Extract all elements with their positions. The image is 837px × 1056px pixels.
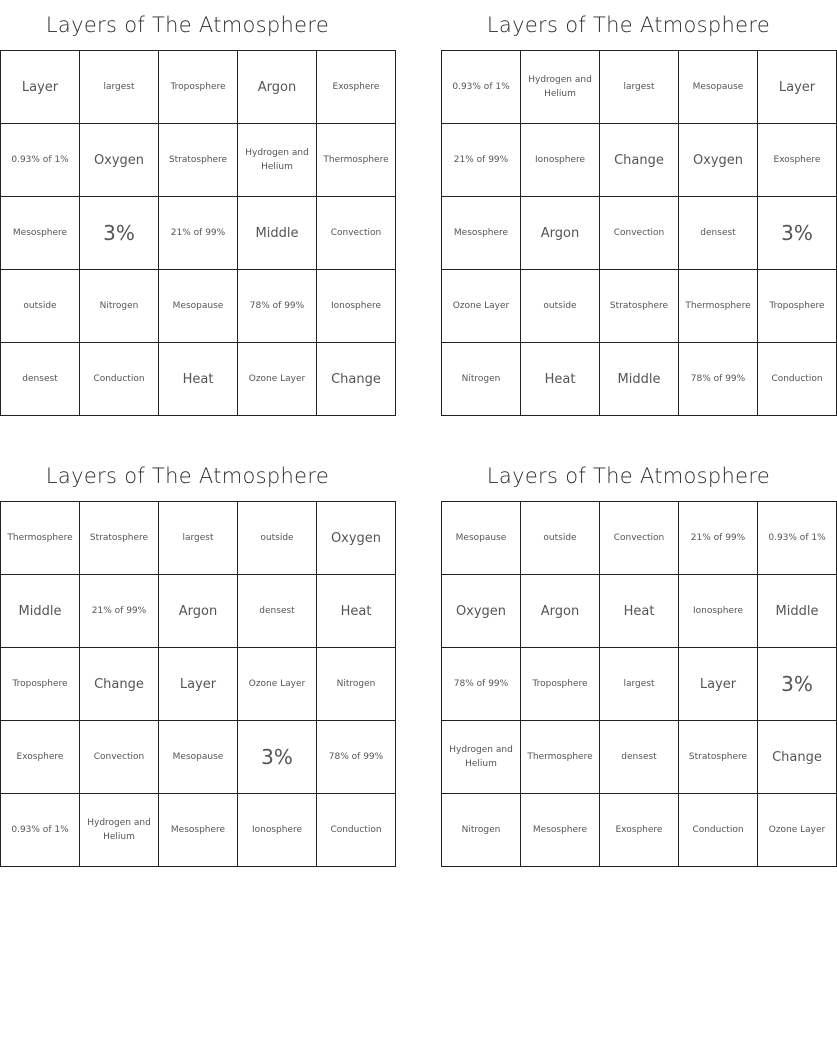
bingo-cell: Troposphere — [521, 648, 600, 721]
bingo-cell: Stratosphere — [600, 270, 679, 343]
bingo-cell: Ionosphere — [238, 794, 317, 867]
grid-row — [442, 51, 837, 124]
grid-row — [442, 648, 837, 721]
bingo-card-3 — [0, 451, 384, 867]
bingo-cell: Change — [317, 343, 396, 416]
grid-row — [442, 343, 837, 416]
grid-row — [1, 721, 396, 794]
bingo-cell: Change — [80, 648, 159, 721]
bingo-cell: 78% of 99% — [442, 648, 521, 721]
bingo-cell: outside — [521, 502, 600, 575]
bingo-cell: Troposphere — [1, 648, 80, 721]
bingo-cell: Ozone Layer — [442, 270, 521, 343]
bingo-cell: 78% of 99% — [679, 343, 758, 416]
bingo-cell: Thermosphere — [317, 124, 396, 197]
bingo-cell: Argon — [521, 197, 600, 270]
bingo-cell: Exosphere — [1, 721, 80, 794]
bingo-cell: Argon — [521, 575, 600, 648]
bingo-cell: Exosphere — [600, 794, 679, 867]
bingo-cell: densest — [238, 575, 317, 648]
bingo-cell: Convection — [317, 197, 396, 270]
bingo-cell: Layer — [159, 648, 238, 721]
bingo-cell: outside — [521, 270, 600, 343]
bingo-cell: Nitrogen — [317, 648, 396, 721]
bingo-cell: Ozone Layer — [238, 648, 317, 721]
bingo-cell: Middle — [238, 197, 317, 270]
bingo-cell: Stratosphere — [159, 124, 238, 197]
bingo-cell: Hydrogen and Helium — [238, 124, 317, 197]
bingo-cell: Mesopause — [159, 721, 238, 794]
bingo-cell: Heat — [317, 575, 396, 648]
grid-row — [442, 124, 837, 197]
bingo-cell: 21% of 99% — [159, 197, 238, 270]
grid-row — [1, 197, 396, 270]
bingo-cell: outside — [1, 270, 80, 343]
bingo-cell: Middle — [1, 575, 80, 648]
bingo-cell: outside — [238, 502, 317, 575]
card-title: Layers of The Atmosphere — [45, 464, 330, 488]
bingo-cell: Convection — [600, 502, 679, 575]
bingo-cell: Mesopause — [442, 502, 521, 575]
bingo-cell: Change — [758, 721, 837, 794]
bingo-cell: Oxygen — [679, 124, 758, 197]
card-title: Layers of The Atmosphere — [486, 13, 771, 37]
bingo-cell: Conduction — [679, 794, 758, 867]
bingo-cell: Troposphere — [758, 270, 837, 343]
grid-row — [442, 270, 837, 343]
grid-row — [1, 51, 396, 124]
bingo-card-4 — [441, 451, 826, 867]
bingo-cell: Layer — [679, 648, 758, 721]
bingo-cell: densest — [679, 197, 758, 270]
bingo-cell: largest — [600, 51, 679, 124]
bingo-cell: 0.93% of 1% — [1, 794, 80, 867]
bingo-cell: Stratosphere — [679, 721, 758, 794]
bingo-cell: 3% — [758, 197, 837, 270]
bingo-cell: Layer — [758, 51, 837, 124]
bingo-cell: Layer — [1, 51, 80, 124]
bingo-cell: Conduction — [317, 794, 396, 867]
bingo-cell: Thermosphere — [521, 721, 600, 794]
bingo-cell: largest — [80, 51, 159, 124]
bingo-cell: 3% — [80, 197, 159, 270]
bingo-cell: Change — [600, 124, 679, 197]
grid-row — [442, 794, 837, 867]
bingo-cell: Conduction — [758, 343, 837, 416]
bingo-card-1 — [0, 0, 389, 416]
bingo-cell: Argon — [238, 51, 317, 124]
bingo-cell: Ionosphere — [521, 124, 600, 197]
bingo-cell: 3% — [238, 721, 317, 794]
bingo-cell: Oxygen — [80, 124, 159, 197]
bingo-cell: Nitrogen — [80, 270, 159, 343]
bingo-cell: 21% of 99% — [442, 124, 521, 197]
bingo-cell: Heat — [521, 343, 600, 416]
bingo-cell: 78% of 99% — [238, 270, 317, 343]
grid-row — [1, 124, 396, 197]
bingo-grid — [441, 501, 837, 867]
bingo-cell: Oxygen — [317, 502, 396, 575]
bingo-card-2 — [441, 0, 825, 416]
bingo-grid — [441, 50, 837, 416]
bingo-cell: 0.93% of 1% — [1, 124, 80, 197]
bingo-cell: Mesosphere — [442, 197, 521, 270]
grid-row — [1, 270, 396, 343]
bingo-cell: Argon — [159, 575, 238, 648]
card-title: Layers of The Atmosphere — [486, 464, 771, 488]
bingo-cell: Mesosphere — [159, 794, 238, 867]
bingo-grid — [0, 50, 396, 416]
bingo-cell: 0.93% of 1% — [758, 502, 837, 575]
bingo-cell: Hydrogen and Helium — [442, 721, 521, 794]
grid-row — [442, 721, 837, 794]
bingo-cell: Mesopause — [159, 270, 238, 343]
bingo-cell: 0.93% of 1% — [442, 51, 521, 124]
bingo-cell: Ozone Layer — [758, 794, 837, 867]
grid-row — [1, 794, 396, 867]
bingo-cell: Mesosphere — [521, 794, 600, 867]
bingo-cell: Exosphere — [758, 124, 837, 197]
bingo-cell: Ozone Layer — [238, 343, 317, 416]
grid-row — [442, 197, 837, 270]
bingo-cell: Thermosphere — [1, 502, 80, 575]
grid-row — [442, 502, 837, 575]
bingo-cell: Exosphere — [317, 51, 396, 124]
bingo-cell: Stratosphere — [80, 502, 159, 575]
bingo-cell: Convection — [600, 197, 679, 270]
bingo-cell: densest — [600, 721, 679, 794]
bingo-cell: Ionosphere — [317, 270, 396, 343]
bingo-cell: Troposphere — [159, 51, 238, 124]
bingo-cell: largest — [159, 502, 238, 575]
bingo-cell: Ionosphere — [679, 575, 758, 648]
bingo-cell: densest — [1, 343, 80, 416]
grid-row — [1, 648, 396, 721]
bingo-cell: Nitrogen — [442, 794, 521, 867]
bingo-cell: largest — [600, 648, 679, 721]
bingo-cell: 21% of 99% — [679, 502, 758, 575]
bingo-cell: Middle — [600, 343, 679, 416]
bingo-cell: Heat — [159, 343, 238, 416]
bingo-cell: Heat — [600, 575, 679, 648]
bingo-cell: Hydrogen and Helium — [521, 51, 600, 124]
bingo-cell: Oxygen — [442, 575, 521, 648]
bingo-cell: 21% of 99% — [80, 575, 159, 648]
bingo-grid — [0, 501, 396, 867]
bingo-cell: 3% — [758, 648, 837, 721]
grid-row — [1, 343, 396, 416]
bingo-cell: Nitrogen — [442, 343, 521, 416]
bingo-cell: Middle — [758, 575, 837, 648]
bingo-cell: Mesosphere — [1, 197, 80, 270]
grid-row — [1, 502, 396, 575]
bingo-cell: Conduction — [80, 343, 159, 416]
bingo-cell: Mesopause — [679, 51, 758, 124]
grid-row — [442, 575, 837, 648]
bingo-cell: Convection — [80, 721, 159, 794]
bingo-cell: Hydrogen and Helium — [80, 794, 159, 867]
card-title: Layers of The Atmosphere — [45, 13, 330, 37]
bingo-cell: Thermosphere — [679, 270, 758, 343]
grid-row — [1, 575, 396, 648]
bingo-cell: 78% of 99% — [317, 721, 396, 794]
